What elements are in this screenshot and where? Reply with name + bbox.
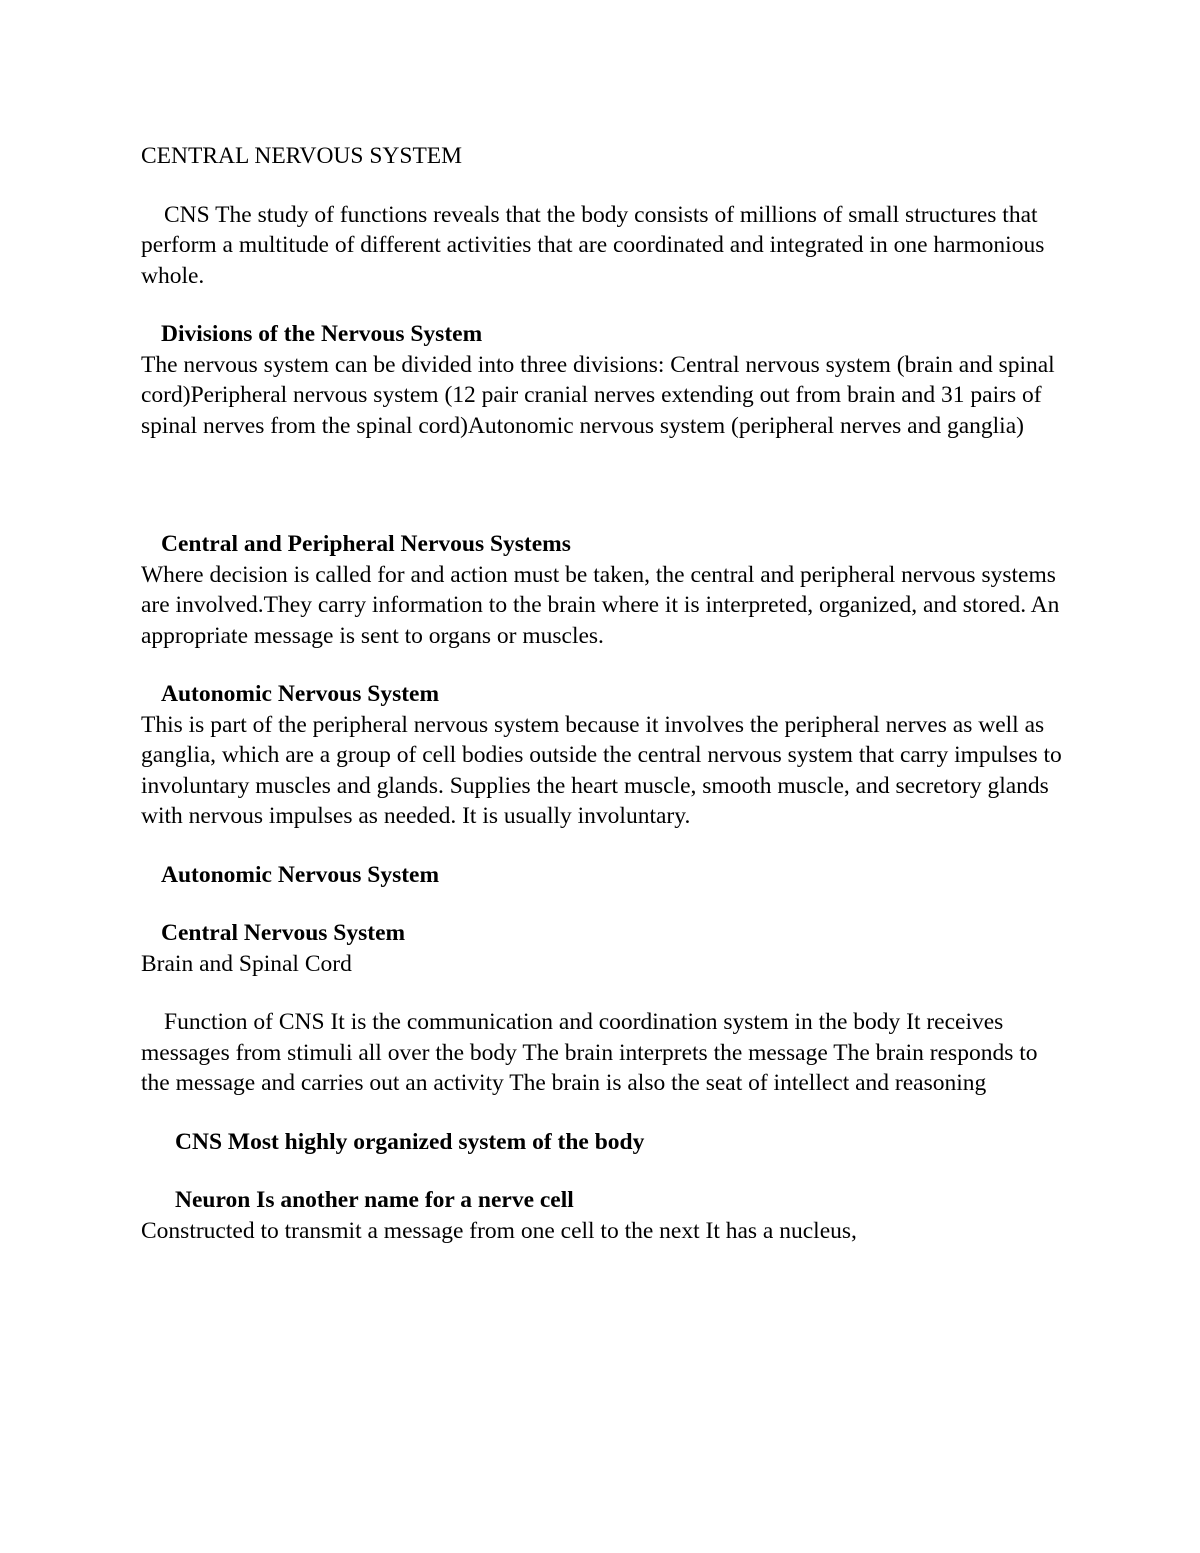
document-title: CENTRAL NERVOUS SYSTEM	[141, 143, 463, 169]
section-heading-central-peripheral: Central and Peripheral Nervous Systems	[161, 531, 571, 557]
section-heading-divisions: Divisions of the Nervous System	[161, 321, 483, 347]
section-body-divisions: The nervous system can be divided into three divisions: Central nervous system (brain and spinal cord)Peripheral nervous system (12 pair cranial nerves extending out from brain and 31 pairs of spinal nerves from the spinal cord)Autonomic nervous system (peripheral nerves and ganglia)	[141, 351, 1055, 439]
section-heading-central-nervous-system: Central Nervous System	[161, 920, 406, 946]
document-content	[141, 141, 1071, 1246]
section-heading-autonomic-repeat: Autonomic Nervous System	[161, 861, 440, 888]
spacer	[141, 1157, 1071, 1185]
spacer	[141, 651, 1071, 679]
neuron-body: Constructed to transmit a message from one cell to the next It has a nucleus,	[141, 1217, 857, 1244]
spacer	[141, 890, 1071, 918]
cns-organized-heading: CNS Most highly organized system of the body	[175, 1128, 645, 1155]
spacer	[141, 979, 1071, 1007]
spacer	[141, 1099, 1071, 1127]
section-body-central-nervous-system: Brain and Spinal Cord	[141, 950, 352, 977]
spacer	[141, 291, 1071, 319]
section-body-autonomic: This is part of the peripheral nervous system because it involves the peripheral nerves as well as ganglia, which are a group of cell bodies outside the central nervous system that carry impulses to involuntary muscles and glands. Supplies the heart muscle, smooth muscle, and secretory glands with nervous impulses as needed. It is usually involuntary.	[141, 711, 1062, 829]
spacer	[141, 832, 1071, 860]
spacer	[141, 172, 1071, 200]
section-body-central-peripheral: Where decision is called for and action must be taken, the central and peripheral nervous systems are involved.They carry information to the brain where it is interpreted, organized, and stored. An appropriate message is sent to organs or muscles.	[141, 561, 1060, 649]
neuron-heading: Neuron Is another name for a nerve cell	[175, 1187, 574, 1213]
intro-paragraph: CNS The study of functions reveals that the body consists of millions of small structures that perform a multitude of different activities that are coordinated and integrated in one harmonious whole.	[141, 201, 1045, 289]
section-heading-autonomic: Autonomic Nervous System	[161, 681, 440, 707]
spacer	[141, 441, 1071, 529]
function-paragraph: Function of CNS It is the communication and coordination system in the body It receives messages from stimuli all over the body The brain interprets the message The brain responds to the message and carries out an activity The brain is also the seat of intellect and reasoning	[141, 1009, 1038, 1096]
